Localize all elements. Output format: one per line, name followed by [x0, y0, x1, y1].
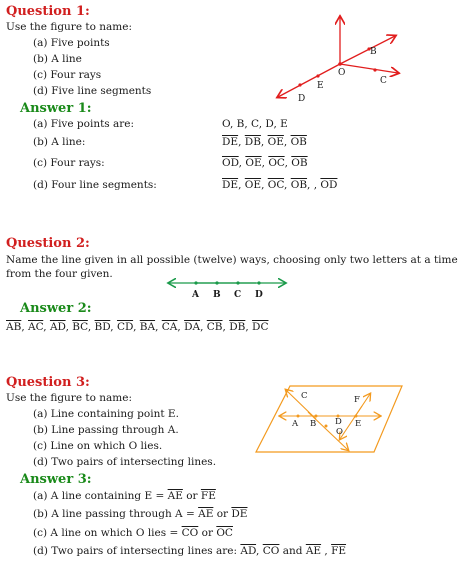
question-3-item-d: (d) Two pairs of intersecting lines. [33, 456, 217, 468]
line-name-token: $\overline{AC}$ [28, 321, 44, 333]
plane-parallelogram [256, 386, 402, 452]
segment-token: $\overline{DE}$ [222, 179, 239, 191]
line-name-token: $\overline{DA}$ [184, 321, 201, 333]
label-f: F [354, 395, 360, 405]
label-c: C [380, 76, 387, 86]
segment-token: $\overline{OC}$ [267, 179, 285, 191]
point-b [315, 415, 318, 418]
question-1-item-b: (b) A line [33, 53, 82, 65]
answer-3-row-c-term-2: $\overline{OC}$ [216, 527, 233, 539]
token-separator: , [260, 136, 268, 148]
answer-3-row-b-or: or [213, 508, 232, 520]
segment-token: $\overline{OC}$ [268, 157, 285, 169]
answer-3-row-c-or: or [198, 527, 217, 539]
token-separator: , [21, 321, 28, 333]
line-name-token: $\overline{AD}$ [49, 321, 66, 333]
answer-3-row-d-term-3: $\overline{AE}$ [305, 545, 322, 557]
token-separator: , [110, 321, 117, 333]
segment-token: $\overline{OD}$ [320, 179, 338, 191]
answer-3-row-d-prefix: (d) Two pairs of intersecting lines are: [33, 545, 241, 557]
label-o: O [336, 427, 343, 437]
segment-token: $\overline{OB}$ [291, 157, 308, 169]
label-d: D [335, 417, 342, 427]
token-separator: , [43, 321, 50, 333]
answer-3-row-d-and: and [279, 545, 306, 557]
answer-3-row-c-prefix: (c) A line on which O lies = [33, 527, 182, 539]
token-separator: , [261, 157, 269, 169]
label-a: A [192, 290, 199, 300]
answer-2-title: Answer 2: [20, 301, 92, 316]
line-name-token: $\overline{BD}$ [94, 321, 111, 333]
token-separator: , [133, 321, 140, 333]
answer-3-row-d-sep-2: , [321, 545, 332, 557]
point-o [325, 425, 328, 428]
segment-token: $\overline{OD}$ [222, 157, 239, 169]
question-2-text: Name the line given in all possible (twelve) ways, choosing only two letters at a time from the four given. [6, 254, 458, 280]
token-separator: , [238, 179, 245, 191]
line-name-token: $\overline{DC}$ [252, 321, 269, 333]
point-d [257, 281, 260, 284]
label-d: D [298, 94, 306, 104]
answer-3-row-a-term-2: $\overline{FE}$ [200, 490, 216, 502]
question-2-title: Question 2: [6, 236, 90, 251]
answer-3-row-b [33, 508, 247, 520]
label-b: B [370, 47, 377, 57]
token-separator: , [65, 321, 73, 333]
answer-3-row-b-term-1: $\overline{AE}$ [198, 508, 214, 520]
line-name-token: $\overline{BC}$ [72, 321, 88, 333]
segment-token: $\overline{OB}$ [290, 136, 307, 148]
question-1-item-d: (d) Five line segments [33, 85, 152, 97]
point-o [338, 62, 342, 66]
question-1-item-a: (a) Five points [33, 37, 110, 49]
question-3-item-c: (c) Line on which O lies. [33, 440, 163, 452]
label-o: O [338, 68, 346, 78]
token-separator: , , [307, 179, 321, 191]
token-separator: , [177, 321, 185, 333]
answer-1-title: Answer 1: [20, 101, 92, 116]
token-separator: , [284, 157, 292, 169]
point-c [373, 68, 376, 71]
line-name-token: $\overline{DB}$ [229, 321, 246, 333]
answer-3-row-c-term-1: $\overline{CO}$ [181, 527, 199, 539]
point-a [297, 415, 300, 418]
answer-3-row-b-prefix: (b) A line passing through A = [33, 508, 199, 520]
line-name-token: $\overline{CD}$ [116, 321, 134, 333]
answer-3-title: Answer 3: [20, 472, 92, 487]
line-name-token: $\overline{CB}$ [206, 321, 223, 333]
token-separator: , [261, 179, 268, 191]
point-a [194, 281, 197, 284]
question-2-line-figure [166, 277, 288, 301]
ray-od [278, 64, 340, 97]
label-b: B [310, 419, 317, 429]
point-b [215, 281, 218, 284]
answer-3-row-a-term-1: $\overline{AE}$ [167, 490, 183, 502]
token-separator: , [238, 157, 246, 169]
question-3-item-a: (a) Line containing point E. [33, 408, 179, 420]
question-3-figure [252, 382, 404, 456]
answer-2-tokens [6, 321, 268, 333]
segment-token: $\overline{OB}$ [290, 179, 308, 191]
answer-1-tokens-d [222, 179, 337, 191]
question-1-item-c: (c) Four rays [33, 69, 102, 81]
segment-token: $\overline{OE}$ [244, 179, 262, 191]
token-separator: , [238, 136, 245, 148]
token-separator: , [155, 321, 162, 333]
segment-token: $\overline{OE}$ [267, 136, 284, 148]
token-separator: , [284, 179, 291, 191]
answer-3-row-d-sep: , [256, 545, 263, 557]
question-3-intro: Use the figure to name: [6, 392, 132, 404]
line-name-token: $\overline{AB}$ [6, 321, 22, 333]
question-3-title: Question 3: [6, 375, 90, 390]
point-c [236, 281, 239, 284]
token-separator: , [222, 321, 230, 333]
answer-3-row-d-term-1: $\overline{AD}$ [240, 545, 257, 557]
label-e: E [317, 81, 324, 91]
answer-3-row-c [33, 527, 233, 539]
token-separator: , [245, 321, 253, 333]
point-e [316, 74, 319, 77]
line-name-token: $\overline{CA}$ [161, 321, 178, 333]
answer-3-row-d [33, 545, 346, 557]
answer-1-tokens-c [222, 157, 308, 169]
answer-1-tokens-b [222, 136, 307, 148]
point-e [355, 415, 358, 418]
answer-3-row-b-term-2: $\overline{DE}$ [231, 508, 248, 520]
answer-3-row-a [33, 490, 216, 502]
answer-3-row-d-term-2: $\overline{CO}$ [262, 545, 280, 557]
label-c: C [234, 290, 242, 300]
label-d: D [255, 290, 263, 300]
answer-1-label-a: (a) Five points are: [33, 118, 135, 130]
answer-3-row-a-or: or [182, 490, 201, 502]
ray-ob [340, 36, 395, 64]
ray-oc [340, 64, 398, 73]
label-c: C [301, 391, 308, 401]
answer-1-label-d: (d) Four line segments: [33, 179, 157, 191]
question-1-title: Question 1: [6, 4, 90, 19]
label-b: B [213, 290, 221, 300]
question-1-intro: Use the figure to name: [6, 21, 132, 33]
answer-1-value-a: O, B, C, D, E [222, 118, 288, 130]
question-1-figure [270, 12, 460, 112]
point-d [298, 83, 301, 86]
segment-token: $\overline{DE}$ [222, 136, 239, 148]
label-a: A [292, 419, 299, 429]
segment-token: $\overline{OE}$ [245, 157, 262, 169]
token-separator: , [200, 321, 207, 333]
token-separator: , [87, 321, 95, 333]
answer-3-row-a-prefix: (a) A line containing E = [33, 490, 168, 502]
segment-token: $\overline{DB}$ [244, 136, 261, 148]
question-3-item-b: (b) Line passing through A. [33, 424, 179, 436]
token-separator: , [283, 136, 291, 148]
answer-1-label-b: (b) A line: [33, 136, 86, 148]
answer-1-label-c: (c) Four rays: [33, 157, 105, 169]
line-name-token: $\overline{BA}$ [139, 321, 156, 333]
label-e: E [355, 419, 362, 429]
answer-3-row-d-term-4: $\overline{FE}$ [331, 545, 347, 557]
